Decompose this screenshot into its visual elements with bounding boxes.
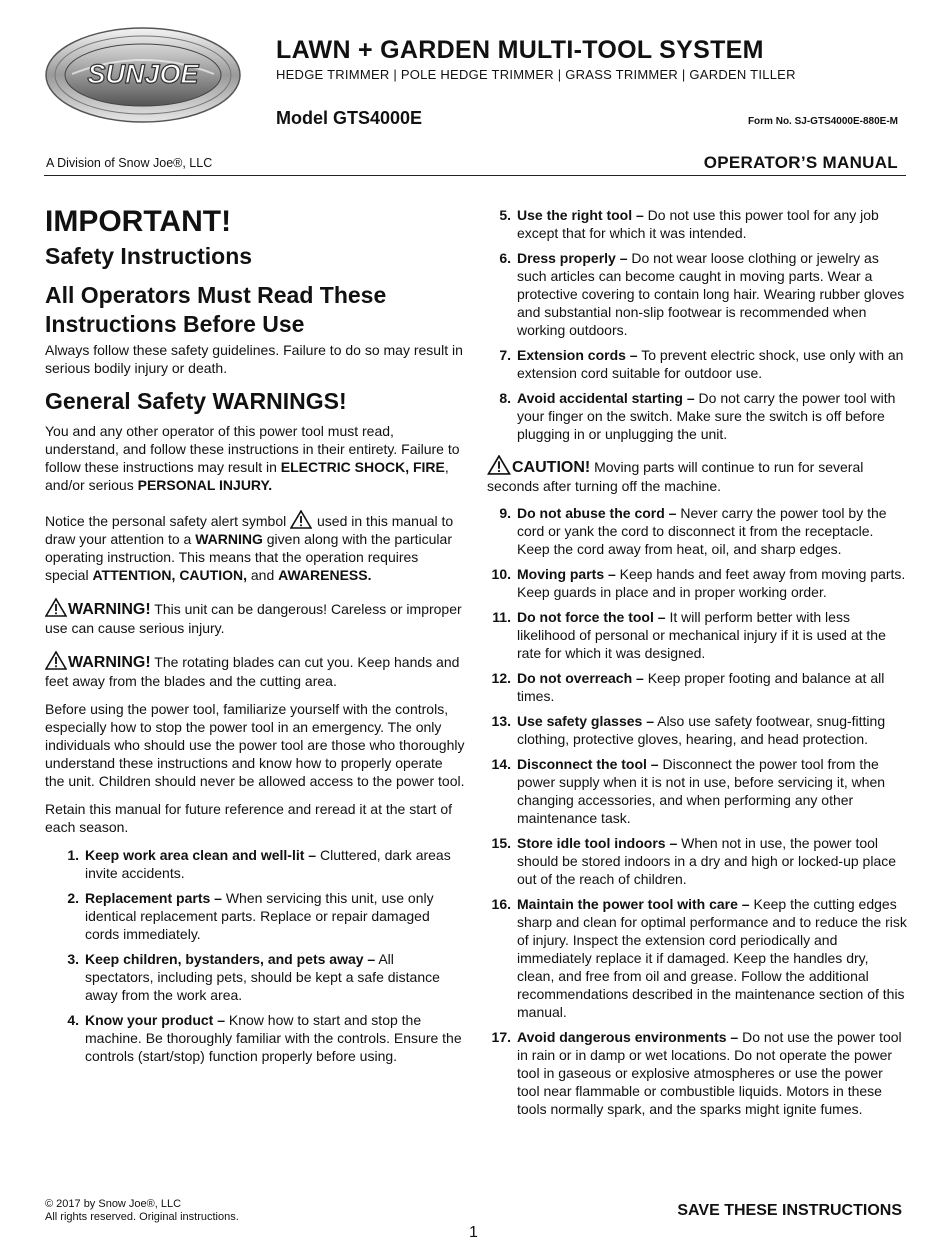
list-item: 13. Use safety glasses – Also use safety footwear, snug-fitting clothing, protective gloves, hearing, and head protection. [491,713,886,747]
list-item: 10. Moving parts – Keep hands and feet away from moving parts. Keep guards in place and in proper working order. [491,566,906,600]
important-heading: IMPORTANT! [45,205,232,238]
page-number: 1 [469,1224,478,1241]
notice-text: Notice the personal safety alert symbol used in this manual to draw your attention to a WARNING given along with the particular operating instruction. This means that the operation requires special ATTENTION, CAUTION, and AWARENESS. [45,510,465,584]
left-column [45,198,465,1072]
safety-instructions-heading: Safety Instructions [45,243,253,269]
document-title: LAWN + GARDEN MULTI-TOOL SYSTEM [276,36,764,64]
list-item: 9. Do not abuse the cord – Never carry the power tool by the cord or yank the cord to disconnect it from the receptacle. Keep the cord away from heat, oil, and sharp edges. [499,505,887,557]
list-item: 15. Store idle tool indoors – When not in use, the power tool should be stored indoors in a dry and high or locked-up place out of the reach of children. [491,835,897,887]
warning-unit-dangerous: WARNING! This unit can be dangerous! Careless or improper use can cause serious injury. [45,598,465,637]
list-item: 2. Replacement parts – When servicing this unit, use only identical replacement parts. Replace or repair damaged cords immediately. [67,890,434,942]
sunjoe-logo [44,26,242,124]
model-number: Model GTS4000E [276,108,423,128]
copyright-notice: © 2017 by Snow Joe®, LLC All rights reserved. Original instructions. [45,1198,239,1223]
product-list: HEDGE TRIMMER | POLE HEDGE TRIMMER | GRASS TRIMMER | GARDEN TILLER [276,67,796,82]
always-follow-text: Always follow these safety guidelines. Failure to do so may result in serious bodily injury or death. [45,342,463,376]
safety-list-left [45,846,465,1065]
list-item: 8. Avoid accidental starting – Do not carry the power tool with your finger on the switch. Make sure the switch is off before plugging in or unplugging the unit. [499,390,896,442]
warning-triangle-icon [45,651,67,670]
general-warnings-heading: General Safety WARNINGS! [45,388,347,414]
list-item: 16. Maintain the power tool with care – Keep the cutting edges sharp and clean for optimal performance and to reduce the risk of injury. Inspect the extension cord periodically and immediately replace it if damaged. Keep the handles dry, clean, and free from oil and grease. Follow the additional recommendations described in the maintenance section of this manual. [491,896,907,1020]
list-item: 14. Disconnect the tool – Disconnect the power tool from the power supply when it is not in use, before servicing it, when changing accessories, and when performing any other maintenance task. [491,756,886,826]
save-instructions: SAVE THESE INSTRUCTIONS [677,1202,902,1219]
list-item: 17. Avoid dangerous environments – Do not use the power tool in rain or in damp or wet locations. Do not operate the power tool in gaseous or explosive atmospheres or use the power tool near flammable or combustible liquids. Motors in these tools normally spark, and the sparks might ignite fumes. [491,1029,902,1117]
safety-list-right-b [487,504,907,1118]
form-number: Form No. SJ-GTS4000E-880E-M [747,116,898,127]
list-item: 1. Keep work area clean and well-lit – Cluttered, dark areas invite accidents. [67,847,451,881]
list-item: 3. Keep children, bystanders, and pets away – All spectators, including pets, should be kept a safe distance away from the work area. [67,951,440,1003]
manual-type: OPERATOR’S MANUAL [703,153,898,172]
list-item: 7. Extension cords – To prevent electric shock, use only with an extension cord suitable for outdoor use. [499,347,904,381]
safety-list-right-a [487,206,907,443]
warning-triangle-icon [45,598,67,617]
warning-rotating-blades: WARNING! The rotating blades can cut you. Keep hands and feet away from the blades and the cutting area. [45,651,465,690]
general-warnings-text: You and any other operator of this power tool must read, understand, and follow these instructions in their entirety. Failure to follow these instructions may result in ELECTRIC SHOCK, FIRE, and/or serious PERSONAL INJURY. [45,423,460,493]
retain-text: Retain this manual for future reference and reread it at the start of each season. [45,801,452,835]
list-item: 11. Do not force the tool – It will perform better with less likelihood of personal or mechanical injury if it is used at the rate for which it was designed. [492,609,886,661]
list-item: 12. Do not overreach – Keep proper footing and balance at all times. [491,670,885,704]
list-item: 5. Use the right tool – Do not use this power tool for any job except that for which it was intended. [499,207,879,241]
before-using-text: Before using the power tool, familiarize yourself with the controls, especially how to stop the power tool in an emergency. The only individuals who should use the power tool are those who thoroughly understand these instructions and know how to properly operate the unit. Children should never be allowed access to the power tool. [45,701,465,789]
all-operators-heading: All Operators Must Read These Instructions Before Use [45,282,387,337]
warning-triangle-icon [487,455,511,475]
logo-text: SUNJOE [87,59,199,89]
list-item: 4. Know your product – Know how to start and stop the machine. Be thoroughly familiar with the controls. Ensure the controls (start/stop) function properly before using. [67,1012,462,1064]
right-column [487,206,907,1125]
caution-moving-parts: CAUTION! Moving parts will continue to run for several seconds after turning off the machine. [487,455,907,495]
division-text: A Division of Snow Joe®, LLC [46,156,213,170]
list-item: 6. Dress properly – Do not wear loose clothing or jewelry as such articles can become caught in moving parts. Wear a protective covering to contain long hair. Wearing rubber gloves and substantial non-slip footwear is recommended when working outdoors. [499,250,905,338]
warning-triangle-icon [290,510,312,529]
header-divider [44,175,906,176]
